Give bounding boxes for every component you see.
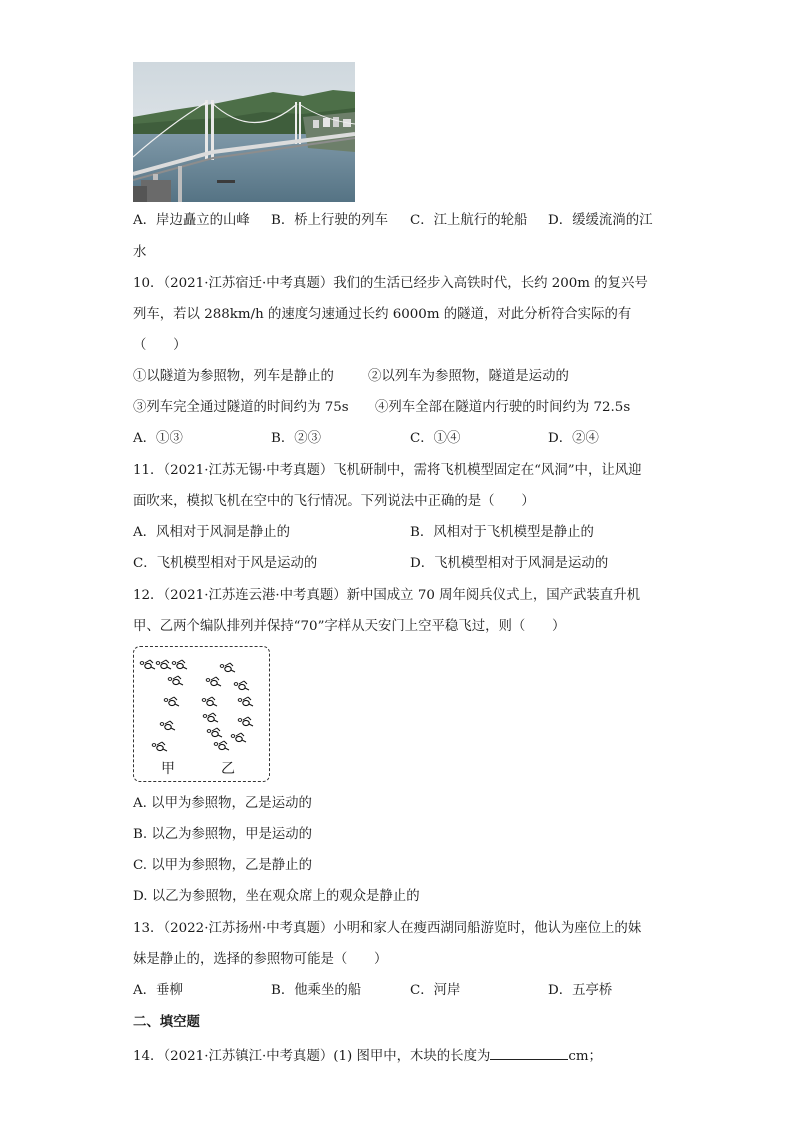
q10-stem-line3: （ ） xyxy=(133,338,187,353)
q9-option-d: D．缓缓流淌的江 xyxy=(548,213,653,228)
section-title-fill-in: 二、填空题 xyxy=(133,1015,200,1030)
label-yi: 乙 xyxy=(221,761,235,777)
q13-stem-line1: 13．（2022·江苏扬州·中考真题）小明和家人在瘦西湖同船游览时，他认为座位上的妹 xyxy=(133,921,642,936)
q13-stem-line2: 妹是静止的，选择的参照物可能是（ ） xyxy=(133,952,388,967)
q13-option-a: A．垂柳 xyxy=(133,983,183,998)
helicopter-icon xyxy=(164,697,179,706)
helicopter-icon xyxy=(168,676,183,685)
q10-option-b: B．②③ xyxy=(271,431,322,446)
helicopter-icon xyxy=(234,681,249,690)
q11-option-d: D．飞机模型相对于风洞是运动的 xyxy=(410,556,609,571)
helicopter-icon xyxy=(238,717,253,726)
helicopter-icon xyxy=(220,663,235,672)
label-jia: 甲 xyxy=(161,761,175,777)
helicopter-icon xyxy=(140,660,155,669)
q13-option-c: C．河岸 xyxy=(410,983,461,998)
bridge-photo xyxy=(133,62,355,202)
q14-suffix: cm； xyxy=(568,1049,602,1064)
q12-stem-line2: 甲、乙两个编队排列并保持“70”字样从天安门上空平稳飞过，则（ ） xyxy=(133,619,566,634)
q11-option-c: C．飞机模型相对于风是运动的 xyxy=(133,556,318,571)
q9-option-d-cont: 水 xyxy=(133,245,147,260)
q11-stem-line2: 面吹来，模拟飞机在空中的飞行情况。下列说法中正确的是（ ） xyxy=(133,494,535,509)
q12-option-a: A. 以甲为参照物，乙是运动的 xyxy=(133,796,312,811)
q13-option-b: B．他乘坐的船 xyxy=(271,983,362,998)
q11-stem-line1: 11．（2021·江苏无锡·中考真题）飞机研制中，需将飞机模型固定在“风洞”中，让风迎 xyxy=(133,463,642,478)
q12-option-c: C. 以甲为参照物，乙是静止的 xyxy=(133,858,312,873)
q10-option-d: D．②④ xyxy=(548,431,599,446)
q11-option-b: B．风相对于飞机模型是静止的 xyxy=(410,525,594,540)
formation-diagram xyxy=(133,646,270,782)
q10-statement-3: ③列车完全通过隧道的时间约为 75s xyxy=(133,400,349,415)
helicopter-icon xyxy=(156,660,171,669)
helicopter-icon xyxy=(238,697,253,706)
helicopter-icon xyxy=(214,741,229,750)
q10-statement-1: ①以隧道为参照物，列车是静止的 xyxy=(133,369,334,384)
answer-blank[interactable] xyxy=(490,1045,568,1060)
helicopter-icon xyxy=(207,728,222,737)
helicopter-icon xyxy=(152,742,167,751)
q10-option-c: C．①④ xyxy=(410,431,461,446)
q9-option-c: C．江上航行的轮船 xyxy=(410,213,528,228)
helicopter-icon xyxy=(231,733,246,742)
q11-option-a: A．风相对于风洞是静止的 xyxy=(133,525,290,540)
q12-option-d: D. 以乙为参照物，坐在观众席上的观众是静止的 xyxy=(133,889,420,904)
q10-statement-4: ④列车全部在隧道内行驶的时间约为 72.5s xyxy=(375,400,631,415)
helicopter-icon xyxy=(172,660,187,669)
q10-stem-line2: 列车，若以 288km/h 的速度匀速通过长约 6000m 的隧道，对此分析符合实际的有 xyxy=(133,307,632,322)
q14-stem xyxy=(133,1045,602,1066)
q12-option-b: B. 以乙为参照物，甲是运动的 xyxy=(133,827,313,842)
q14-prefix: 14．（2021·江苏镇江·中考真题）(1) 图甲中，木块的长度为 xyxy=(133,1049,491,1064)
q10-stem-line1: 10．（2021·江苏宿迁·中考真题）我们的生活已经步入高铁时代，长约 200m 的复兴号 xyxy=(133,276,648,291)
q10-option-a: A．①③ xyxy=(133,431,183,446)
q12-stem-line1: 12．（2021·江苏连云港·中考真题）新中国成立 70 周年阅兵仪式上，国产武装直升机 xyxy=(133,588,640,603)
q9-option-b: B．桥上行驶的列车 xyxy=(271,213,388,228)
bridge-illustration xyxy=(133,62,355,202)
helicopter-icon xyxy=(202,697,217,706)
q13-option-d: D．五亭桥 xyxy=(548,983,613,998)
helicopter-icon xyxy=(160,721,175,730)
q9-option-a: A．岸边矗立的山峰 xyxy=(133,213,250,228)
q10-statement-2: ②以列车为参照物，隧道是运动的 xyxy=(368,369,569,384)
helicopter-icon xyxy=(206,677,221,686)
helicopter-formation xyxy=(134,647,268,780)
helicopter-icon xyxy=(203,713,218,722)
